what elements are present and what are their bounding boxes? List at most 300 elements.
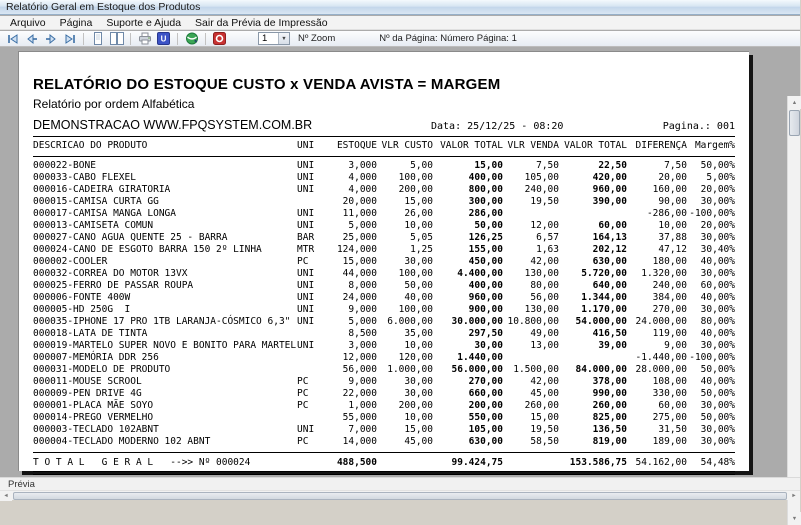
- cell-tc: 200,00: [468, 400, 503, 411]
- cell-mar: 60,00%: [700, 280, 735, 291]
- cell-cus: 45,00: [404, 436, 433, 447]
- cell-ven: 49,00: [530, 328, 559, 339]
- cell-dif: -1.440,00: [635, 352, 687, 363]
- cell-tv: 416,50: [592, 328, 627, 339]
- cell-cus: 30,00: [404, 256, 433, 267]
- cell-desc: 000016-CADEIRA GIRATORIA: [33, 184, 171, 195]
- cell-dif: 37,88: [658, 232, 687, 243]
- divider: [33, 452, 735, 453]
- cell-ven: 56,00: [530, 292, 559, 303]
- col-header-valor-total-custo: VALOR TOTAL: [440, 140, 503, 151]
- cell-tc: 400,00: [468, 172, 503, 183]
- cell-tc: 1.440,00: [457, 352, 503, 363]
- cell-uni: UNI: [297, 172, 315, 183]
- cell-desc: 000017-CAMISA MANGA LONGA: [33, 208, 176, 219]
- horizontal-scroll-thumb[interactable]: [13, 492, 787, 500]
- cell-desc: 000009-PEN DRIVE 4G: [33, 388, 142, 399]
- cell-tc: 660,00: [468, 388, 503, 399]
- cell-mar: 30,00%: [700, 436, 735, 447]
- total-margem: 54,48%: [700, 457, 735, 468]
- table-row: [33, 268, 735, 280]
- cell-tc: 105,00: [468, 424, 503, 435]
- cell-mar: 20,00%: [700, 220, 735, 231]
- table-row: [33, 424, 735, 436]
- cell-uni: [297, 412, 325, 424]
- table-row: [33, 352, 735, 364]
- report-company: DEMONSTRACAO WWW.FPQSYSTEM.COM.BR: [33, 118, 313, 132]
- vertical-scrollbar[interactable]: [787, 96, 800, 525]
- cell-dif: 108,00: [652, 376, 687, 387]
- cell-mar: 30,00%: [700, 268, 735, 279]
- cell-desc: 000006-FONTE 400W: [33, 292, 131, 303]
- col-header-vlr-venda: VLR VENDA: [507, 140, 559, 151]
- single-page-view-button[interactable]: [89, 32, 106, 46]
- cell-mar: 40,00%: [700, 256, 735, 267]
- cell-ven: 42,00: [530, 256, 559, 267]
- cell-tv: 390,00: [592, 196, 627, 207]
- svg-text:U: U: [160, 34, 167, 44]
- cell-uni: UNI: [297, 268, 315, 279]
- cell-est: 9,000: [348, 376, 377, 387]
- cell-est: 56,000: [342, 364, 377, 375]
- cell-cus: 15,00: [404, 196, 433, 207]
- cell-mar: 5,00%: [706, 172, 735, 183]
- cell-dif: 9,00: [664, 340, 687, 351]
- window-title: Relatório Geral em Estoque dos Produtos: [6, 1, 201, 13]
- cell-est: 14,000: [342, 436, 377, 447]
- last-page-button[interactable]: [61, 32, 78, 46]
- col-header-estoque: ESTOQUE: [336, 140, 377, 151]
- cell-desc: 000032-CORREA DO MOTOR 13VX: [33, 268, 188, 279]
- cell-mar: 50,00%: [700, 364, 735, 375]
- cell-tv: [559, 208, 627, 220]
- zoom-select[interactable]: [258, 32, 290, 45]
- cell-dif: 189,00: [652, 436, 687, 447]
- table-row: [33, 172, 735, 184]
- cell-tc: 126,25: [468, 232, 503, 243]
- cell-tv: 378,00: [592, 376, 627, 387]
- cell-ven: 45,00: [530, 388, 559, 399]
- cell-uni: [297, 328, 325, 340]
- page-number-label: Nº da Página: Número Página: 1: [379, 33, 517, 44]
- cell-ven: 80,00: [530, 280, 559, 291]
- cell-tc: 300,00: [468, 196, 503, 207]
- cell-dif: -286,00: [646, 208, 687, 219]
- total-valor-venda: 153.586,75: [569, 457, 627, 468]
- table-row: [33, 160, 735, 172]
- cell-cus: 50,00: [404, 280, 433, 291]
- cell-ven: [503, 208, 559, 220]
- cell-cus: 6.000,00: [387, 316, 433, 327]
- next-page-icon: [44, 33, 58, 45]
- scroll-up-icon[interactable]: ▲: [788, 96, 801, 109]
- cell-mar: 20,00%: [700, 184, 735, 195]
- cell-est: 20,000: [342, 196, 377, 207]
- cell-tc: 30.000,00: [451, 316, 503, 327]
- cell-tc: 30,00: [474, 340, 503, 351]
- cell-ven: 7,50: [536, 160, 559, 171]
- cell-uni: UNI: [297, 184, 315, 195]
- cell-desc: 000025-FERRO DE PASSAR ROUPA: [33, 280, 194, 291]
- table-row: [33, 184, 735, 196]
- horizontal-scrollbar[interactable]: [0, 490, 800, 500]
- print-setup-icon: [157, 32, 170, 45]
- single-page-icon: [91, 32, 105, 45]
- report-date: Data: 25/12/25 - 08:20: [431, 121, 564, 132]
- cell-cus: 1.000,00: [387, 364, 433, 375]
- cell-uni: PC: [297, 400, 309, 411]
- cell-tc: 50,00: [474, 220, 503, 231]
- cell-dif: 10,00: [658, 220, 687, 231]
- cell-est: 5,000: [348, 316, 377, 327]
- cell-desc: 000007-MEMÓRIA DDR 256: [33, 352, 159, 363]
- cell-cus: 100,00: [398, 304, 433, 315]
- report-table: [33, 140, 735, 475]
- cell-desc: 000033-CABO FLEXEL: [33, 172, 136, 183]
- cell-uni: UNI: [297, 304, 315, 315]
- cell-desc: 000035-IPHONE 17 PRO 1TB LARANJA-CÓSMICO 6,3": [33, 316, 291, 327]
- chevron-down-icon[interactable]: ▼: [278, 33, 289, 44]
- cell-ven: 10.800,00: [507, 316, 559, 327]
- cell-tv: 640,00: [592, 280, 627, 291]
- cell-cus: 10,00: [404, 412, 433, 423]
- cell-ven: 105,00: [524, 172, 559, 183]
- cell-tv: 260,00: [592, 400, 627, 411]
- cell-tc: 286,00: [468, 208, 503, 219]
- double-rule: [33, 471, 735, 475]
- toolbar-separator: [177, 33, 178, 45]
- cell-desc: 000005-HD 250G I: [33, 304, 131, 315]
- cell-tc: 900,00: [468, 304, 503, 315]
- table-row: [33, 436, 735, 448]
- cell-est: 8,500: [348, 328, 377, 339]
- table-row: [33, 256, 735, 268]
- cell-tc: 450,00: [468, 256, 503, 267]
- menu-item-pagina[interactable]: Página: [59, 16, 93, 29]
- cell-tc: 960,00: [468, 292, 503, 303]
- two-pages-view-button[interactable]: [108, 32, 125, 46]
- first-page-icon: [6, 33, 20, 45]
- col-header-vlr-custo: VLR CUSTO: [381, 140, 433, 151]
- cell-cus: 200,00: [398, 184, 433, 195]
- cell-est: 7,000: [348, 424, 377, 435]
- cell-tv: 202,12: [592, 244, 627, 255]
- col-header-descricao: DESCRICAO DO PRODUTO: [33, 140, 148, 151]
- cell-ven: 12,00: [530, 220, 559, 231]
- next-page-button[interactable]: [42, 32, 59, 46]
- cell-dif: 7,50: [664, 160, 687, 171]
- two-pages-icon: [109, 32, 125, 45]
- cell-cus: 10,00: [404, 340, 433, 351]
- cell-tv: 420,00: [592, 172, 627, 183]
- cell-est: 55,000: [342, 412, 377, 423]
- cell-dif: 240,00: [652, 280, 687, 291]
- cell-cus: 26,00: [404, 208, 433, 219]
- col-header-valor-total-venda: VALOR TOTAL: [564, 140, 627, 151]
- table-row: [33, 364, 735, 376]
- cell-mar: 30,00%: [700, 196, 735, 207]
- cell-ven: 15,00: [530, 412, 559, 423]
- report-meta-row: [33, 118, 735, 132]
- menu-item-sair-da-previa[interactable]: Sair da Prévia de Impressão: [195, 16, 328, 29]
- table-row: [33, 400, 735, 412]
- cell-uni: UNI: [297, 160, 315, 171]
- cell-cus: 5,05: [410, 232, 433, 243]
- report-subtitle: Relatório por ordem Alfabética: [33, 97, 195, 111]
- cell-ven: 19,50: [530, 424, 559, 435]
- cell-mar: 40,00%: [700, 376, 735, 387]
- cell-ven: 1,63: [536, 244, 559, 255]
- cell-dif: 28.000,00: [635, 364, 687, 375]
- cell-uni: UNI: [297, 208, 315, 219]
- cell-tv: 54.000,00: [575, 316, 627, 327]
- printer-icon: [138, 32, 152, 45]
- menu-item-arquivo[interactable]: Arquivo: [10, 16, 46, 29]
- vertical-scroll-thumb[interactable]: [789, 110, 800, 136]
- cell-desc: 000004-TECLADO MODERNO 102 ABNT: [33, 436, 211, 447]
- cell-desc: 000024-CANO DE ESGOTO BARRA 150 2º LINHA: [33, 244, 262, 255]
- zoom-value: 1: [262, 33, 268, 44]
- cell-dif: 330,00: [652, 388, 687, 399]
- cell-cus: 120,00: [398, 352, 433, 363]
- cell-mar: 50,00%: [700, 412, 735, 423]
- globe-icon: [185, 32, 199, 45]
- cell-mar: 30,00%: [700, 232, 735, 243]
- table-row: [33, 208, 735, 220]
- cell-tv: 630,00: [592, 256, 627, 267]
- cell-mar: -100,00%: [689, 352, 735, 363]
- cell-ven: 130,00: [524, 304, 559, 315]
- report-title: RELATÓRIO DO ESTOQUE CUSTO x VENDA AVISTA = MARGEM: [33, 76, 501, 93]
- table-row: [33, 340, 735, 352]
- cell-est: 8,000: [348, 280, 377, 291]
- cell-mar: 30,40%: [700, 244, 735, 255]
- cell-mar: 30,00%: [700, 400, 735, 411]
- table-row: [33, 280, 735, 292]
- cell-cus: 35,00: [404, 328, 433, 339]
- cell-cus: 100,00: [398, 268, 433, 279]
- toolbar-separator: [205, 33, 206, 45]
- cell-est: 25,000: [342, 232, 377, 243]
- cell-cus: 30,00: [404, 376, 433, 387]
- cell-cus: 15,00: [404, 424, 433, 435]
- cell-tv: 819,00: [592, 436, 627, 447]
- cell-tv: 136,50: [592, 424, 627, 435]
- cell-mar: 80,00%: [700, 316, 735, 327]
- col-header-diferenca: DIFERENÇA: [635, 140, 687, 151]
- cell-tv: 39,00: [598, 340, 627, 351]
- table-row: [33, 304, 735, 316]
- cell-cus: 200,00: [398, 400, 433, 411]
- table-row: [33, 196, 735, 208]
- cell-desc: 000027-CANO AGUA QUENTE 25 - BARRA: [33, 232, 228, 243]
- cell-mar: 40,00%: [700, 292, 735, 303]
- cell-uni: PC: [297, 388, 309, 399]
- cell-dif: 160,00: [652, 184, 687, 195]
- cell-dif: 384,00: [652, 292, 687, 303]
- cell-tc: 800,00: [468, 184, 503, 195]
- cell-est: 4,000: [348, 172, 377, 183]
- cell-tc: 15,00: [474, 160, 503, 171]
- cell-est: 4,000: [348, 184, 377, 195]
- divider: [33, 136, 735, 137]
- table-header-row: [33, 140, 735, 152]
- cell-ven: 1.500,00: [513, 364, 559, 375]
- cell-dif: 60,00: [658, 400, 687, 411]
- cell-dif: 1.320,00: [641, 268, 687, 279]
- scroll-right-icon[interactable]: ►: [788, 491, 800, 501]
- cell-ven: 6,57: [536, 232, 559, 243]
- cell-uni: UNI: [297, 424, 315, 435]
- table-row: [33, 316, 735, 328]
- cell-tc: 630,00: [468, 436, 503, 447]
- cell-est: 44,000: [342, 268, 377, 279]
- table-row: [33, 328, 735, 340]
- cell-est: 22,000: [342, 388, 377, 399]
- cell-est: 124,000: [336, 244, 377, 255]
- cell-tv: 5.720,00: [581, 268, 627, 279]
- table-row: [33, 220, 735, 232]
- cell-dif: 90,00: [658, 196, 687, 207]
- report-page: [18, 51, 749, 471]
- cell-ven: 260,00: [524, 400, 559, 411]
- cell-ven: 58,50: [530, 436, 559, 447]
- toolbar-separator: [83, 33, 84, 45]
- cell-cus: 10,00: [404, 220, 433, 231]
- cell-dif: 119,00: [652, 328, 687, 339]
- cell-ven: 13,00: [530, 340, 559, 351]
- table-row: [33, 412, 735, 424]
- cell-mar: 50,00%: [700, 388, 735, 399]
- total-valor-custo: 99.424,75: [451, 457, 503, 468]
- print-setup-button[interactable]: [155, 32, 172, 46]
- toolbar: [0, 31, 800, 47]
- print-button[interactable]: [136, 32, 153, 46]
- cell-tc: 400,00: [468, 280, 503, 291]
- cell-ven: 130,00: [524, 268, 559, 279]
- cell-tc: 270,00: [468, 376, 503, 387]
- cell-tv: [559, 352, 627, 364]
- cell-mar: 50,00%: [700, 160, 735, 171]
- total-estoque: 488,500: [336, 457, 377, 468]
- cell-desc: 000022-BONE: [33, 160, 96, 171]
- cell-tc: 297,50: [468, 328, 503, 339]
- cell-desc: 000011-MOUSE SCROOL: [33, 376, 142, 387]
- cell-ven: 240,00: [524, 184, 559, 195]
- cell-est: 3,000: [348, 340, 377, 351]
- cell-cus: 100,00: [398, 172, 433, 183]
- cell-desc: 000014-PREGO VERMELHO: [33, 412, 154, 423]
- report-page-number: Pagina.: 001: [662, 121, 735, 132]
- table-row: [33, 292, 735, 304]
- cell-tv: 84.000,00: [575, 364, 627, 375]
- cell-tc: 4.400,00: [457, 268, 503, 279]
- toolbar-separator: [130, 33, 131, 45]
- cell-desc: 000031-MODELO DE PRODUTO: [33, 364, 171, 375]
- total-row: [33, 456, 735, 469]
- scroll-left-icon[interactable]: ◄: [0, 491, 12, 501]
- cell-mar: 40,00%: [700, 328, 735, 339]
- cell-uni: UNI: [297, 292, 315, 303]
- cell-mar: 30,00%: [700, 424, 735, 435]
- table-row: [33, 244, 735, 256]
- cell-dif: 20,00: [658, 172, 687, 183]
- cell-cus: 1,25: [410, 244, 433, 255]
- cell-desc: 000013-CAMISETA COMUN: [33, 220, 154, 231]
- cell-est: 15,000: [342, 256, 377, 267]
- cell-ven: 19,50: [530, 196, 559, 207]
- cell-dif: 24.000,00: [635, 316, 687, 327]
- cell-dif: 47,12: [658, 244, 687, 255]
- scroll-down-icon[interactable]: ▼: [788, 512, 801, 525]
- divider: [33, 156, 735, 157]
- cell-uni: UNI: [297, 220, 315, 231]
- cell-desc: 000003-TECLADO 102ABNT: [33, 424, 159, 435]
- col-header-margem: Margem%: [694, 140, 735, 151]
- title-bar: [0, 0, 800, 15]
- cell-est: 12,000: [342, 352, 377, 363]
- cell-uni: BAR: [297, 232, 315, 243]
- cell-dif: 31,50: [658, 424, 687, 435]
- cell-cus: 5,00: [410, 160, 433, 171]
- cell-est: 5,000: [348, 220, 377, 231]
- cell-tv: 960,00: [592, 184, 627, 195]
- cell-uni: [297, 352, 325, 364]
- zoom-label: Nº Zoom: [298, 33, 336, 44]
- cell-uni: PC: [297, 436, 309, 447]
- cell-cus: 30,00: [404, 388, 433, 399]
- cell-ven: [503, 352, 559, 364]
- cell-est: 9,000: [348, 304, 377, 315]
- table-row: [33, 388, 735, 400]
- cell-tv: 164,13: [592, 232, 627, 243]
- cell-desc: 000018-LATA DE TINTA: [33, 328, 148, 339]
- cell-tv: 1.344,00: [581, 292, 627, 303]
- cell-mar: 30,00%: [700, 304, 735, 315]
- cell-uni: [297, 196, 325, 208]
- cell-est: 3,000: [348, 160, 377, 171]
- cell-desc: 000015-CAMISA CURTA GG: [33, 196, 159, 207]
- cell-desc: 000019-MARTELO SUPER NOVO E BONITO PARA MARTEL: [33, 340, 297, 351]
- cell-uni: MTR: [297, 244, 315, 255]
- cell-tv: 22,50: [598, 160, 627, 171]
- cell-est: 11,000: [342, 208, 377, 219]
- menu-item-suporte-e-ajuda[interactable]: Suporte e Ajuda: [106, 16, 182, 29]
- first-page-button[interactable]: [4, 32, 21, 46]
- cell-dif: 275,00: [652, 412, 687, 423]
- cell-mar: 30,00%: [700, 340, 735, 351]
- cell-est: 1,000: [348, 400, 377, 411]
- cell-mar: -100,00%: [689, 208, 735, 219]
- prev-page-button[interactable]: [23, 32, 40, 46]
- cell-uni: [297, 364, 325, 376]
- cell-uni: UNI: [297, 280, 315, 291]
- export-button[interactable]: [183, 32, 200, 46]
- menu-bar: [0, 16, 800, 30]
- cell-uni: PC: [297, 376, 309, 387]
- cell-dif: 180,00: [652, 256, 687, 267]
- cell-est: 24,000: [342, 292, 377, 303]
- cell-tv: 990,00: [592, 388, 627, 399]
- cell-tv: 825,00: [592, 412, 627, 423]
- cell-cus: 40,00: [404, 292, 433, 303]
- cell-desc: 000001-PLACA MÃE SOYO: [33, 400, 154, 411]
- exit-preview-button[interactable]: [211, 32, 228, 46]
- table-body: [33, 160, 735, 448]
- status-label: Prévia: [8, 479, 35, 490]
- cell-uni: UNI: [297, 316, 315, 327]
- cell-tc: 56.000,00: [451, 364, 503, 375]
